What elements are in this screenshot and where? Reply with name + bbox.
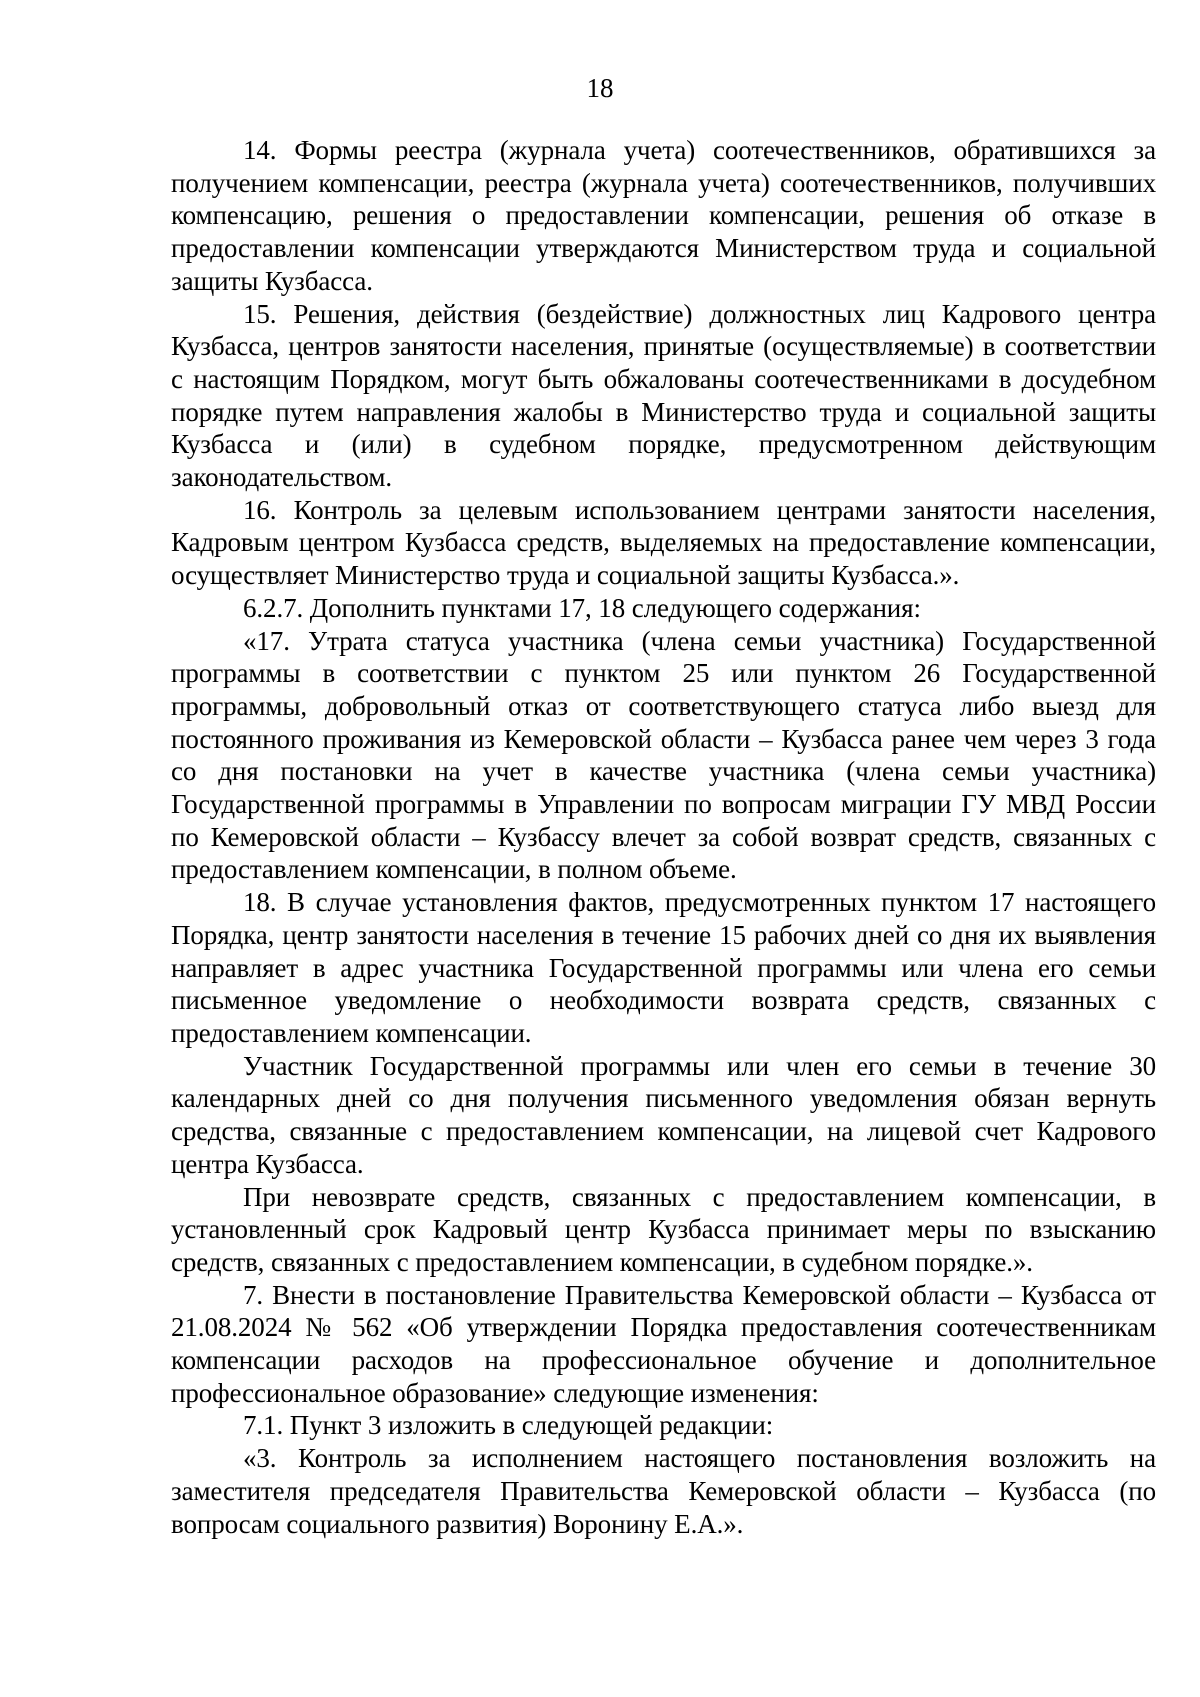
paragraph-7-1-clause-3: 7.1. Пункт 3 изложить в следующей редакции: [243, 1410, 774, 1441]
paragraph-3-control-assignment: «3. Контроль за исполнением настоящего постановления возложить на заместителя председателя Правительства Кемеровской области – Кузбасса (по вопросам социального развития) Воронину Е.А.». [171, 1443, 1156, 1539]
paragraph-16-control: 16. Контроль за целевым использованием центрами занятости населения, Кадровым центром Кузбасса средств, выделяемых на предоставление компенсации, осуществляет Министерство труда и социальной защиты Кузбасса.». [171, 494, 1156, 591]
paragraph-14-forms: 14. Формы реестра (журнала учета) соотечественников, обратившихся за получением компенсации, реестра (журнала учета) соотечественников, получивших компенсацию, решения о предоставлении компенсации, решения об отказе в предоставлении компенсации утверждаются Министерством труда и социальной защиты Кузбасса. [171, 135, 1156, 296]
paragraph-refund-obligation: Участник Государственной программы или член его семьи в течение 30 календарных дней со дня получения письменного уведомления обязан вернуть средства, связанные с предоставлением компенсации, на лицевой счет Кадрового центра Кузбасса. [171, 1050, 1156, 1179]
paragraph-18-notification: 18. В случае установления фактов, предусмотренных пунктом 17 настоящего Порядка, центр занятости населения в течение 15 рабочих дней со дня их выявления направляет в адрес участника Государственной программы или члена его семьи письменное уведомление о необходимости возврата средств, связанных с предоставлением компенсации. [171, 887, 1156, 1048]
paragraph-court-recovery: При невозврате средств, связанных с предоставлением компенсации, в установленный срок Кадровый центр Кузбасса принимает меры по взысканию средств, связанных с предоставлением компенсации, в судебном порядке.». [171, 1181, 1156, 1277]
paragraph-15-appeals: 15. Решения, действия (бездействие) должностных лиц Кадрового центра Кузбасса, центров занятости населения, принятые (осуществляемые) в соответствии с настоящим Порядком, могут быть обжалованы соотечественниками в досудебном порядке путем направления жалобы в Министерство труда и социальной защиты Кузбасса и (или) в судебном порядке, предусмотренном действующим законодательством. [171, 298, 1156, 493]
paragraph-6-2-7-amendment: 6.2.7. Дополнить пунктами 17, 18 следующего содержания: [243, 592, 921, 623]
paragraph-7-amend-resolution: 7. Внести в постановление Правительства Кемеровской области – Кузбасса от 21.08.2024 № 562 «Об утверждении Порядка предоставления соотечественникам компенсации расходов на профессиональное обучение и дополнительное профессиональное образование» следующие изменения: [171, 1279, 1156, 1408]
page-number: 18 [586, 73, 614, 103]
document-body [171, 134, 1156, 1540]
paragraph-17-status-loss: «17. Утрата статуса участника (члена семьи участника) Государственной программы в соответствии с пунктом 25 или пунктом 26 Государственной программы, добровольный отказ от соответствующего статуса либо выезд для постоянного проживания из Кемеровской области – Кузбасса ранее чем через 3 года со дня постановки на учет в качестве участника (члена семьи участника) Государственной программы в Управлении по вопросам миграции ГУ МВД России по Кемеровской области – Кузбассу влечет за собой возврат средств, связанных с предоставлением компенсации, в полном объеме. [171, 625, 1156, 885]
